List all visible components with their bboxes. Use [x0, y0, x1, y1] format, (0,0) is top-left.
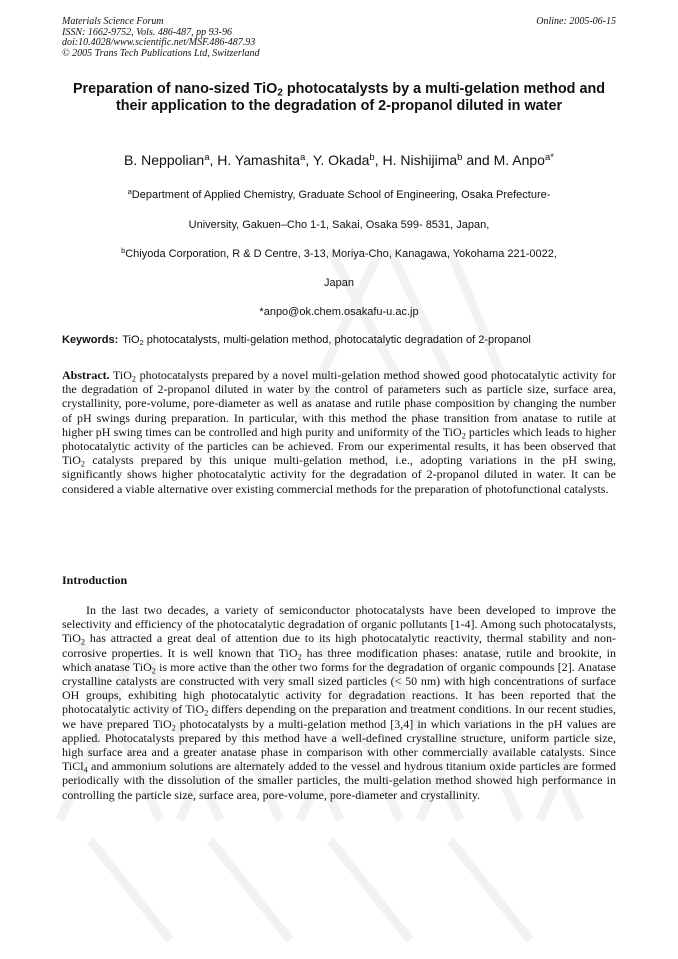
keywords: Keywords: TiO$_2$ photocatalysts, multi-gelation method, photocatalytic degradation of 2-propanol	[62, 334, 531, 348]
author-affiliation-mark: a	[300, 151, 306, 163]
author-name: , H. Yamashita	[209, 152, 301, 168]
author-name: , H. Nishijima	[374, 152, 458, 168]
abstract: Abstract. TiO$_2$ photocatalysts prepared by a novel multi-gelation method showed good photocatalytic activity for the degradation of 2-propanol diluted in water by the control of parameters such as particle size, surface area, crystallinity, pore-volume, pore-diameter as well as anatase and rutile phase composition by changing the number of pH swings during preparation. In particular, with this method the phase transition from anatase to rutile at higher pH swing times can be controlled and high purity and uniformity of the TiO$_2$ particles which leads to higher photocatalytic activity of the particles can be achieved. From our experimental results, it has been observed that TiO$_2$ catalysts prepared by this unique multi-gelation method, i.e., adopting variations in the pH swing, significantly shows higher photocatalytic activity for the degradation of 2-propanol diluted in water. It can be considered a viable alternative over existing commercial methods for the preparation of photofunctional catalysts.	[62, 368, 617, 496]
subscript: 2	[171, 722, 176, 732]
author-affiliation-mark: b	[457, 151, 463, 163]
author-name: and M. Anpo	[462, 152, 545, 168]
subscript: 2	[297, 651, 302, 661]
title-part: photocatalysts by a multi-gelation method and their application to the degradation of 2-propanol diluted in water	[115, 81, 606, 114]
author-affiliation-mark: a*	[544, 151, 554, 163]
affiliation-mark: a	[127, 186, 132, 196]
online-date: Online: 2005-06-15	[536, 16, 616, 27]
affiliation-a-line1: $^a$Department of Applied Chemistry, Graduate School of Engineering, Osaka Prefecture-	[127, 186, 551, 201]
subscript: 2	[461, 431, 466, 441]
affiliation-a-line2: University, Gakuen–Cho 1-1, Sakai, Osaka 599- 8531, Japan,	[188, 219, 490, 231]
section-heading-introduction: Introduction	[62, 573, 128, 587]
author-list	[62, 152, 616, 168]
abstract-label: Abstract.	[62, 368, 110, 382]
keywords-label: Keywords:	[62, 334, 119, 346]
affiliation-b-line1: $^b$Chiyoda Corporation, R & D Centre, 3-13, Moriya-Cho, Kanagawa, Yokohama 221-0022,	[121, 245, 557, 260]
subscript: 2	[80, 637, 85, 647]
affiliation-b-line2: Japan	[324, 277, 354, 289]
title-part: Preparation of nano-sized TiO	[72, 81, 278, 97]
journal-name: Materials Science Forum	[62, 16, 164, 27]
subscript: 2	[277, 87, 283, 99]
subscript: 2	[131, 374, 136, 384]
subscript: 2	[151, 666, 156, 676]
subscript: 2	[80, 459, 85, 469]
affiliation-mark: b	[121, 245, 126, 255]
author-affiliation-mark: b	[369, 151, 375, 163]
subscript: 4	[83, 765, 88, 775]
subscript: 2	[139, 338, 144, 348]
subscript: 2	[204, 708, 209, 718]
copyright-line: © 2005 Trans Tech Publications Ltd, Switzerland	[62, 47, 260, 59]
issn-line: ISSN: 1662-9752, Vols. 486-487, pp 93-96	[62, 26, 232, 38]
author-name: B. Neppolian	[124, 152, 205, 168]
paper-title	[62, 81, 616, 115]
corresponding-email[interactable]: *anpo@ok.chem.osakafu-u.ac.jp	[259, 306, 419, 318]
author-affiliation-mark: a	[204, 151, 210, 163]
journal-header	[62, 17, 382, 59]
introduction-paragraph: In the last two decades, a variety of semiconductor photocatalysts have been developed to improve the selectivity and efficiency of the photocatalytic degradation of organic pollutants [1-4]. Among such photocatalysts, TiO$_2$ has attracted a great deal of attention due to its high photocatalytic reactivity, thermal stability and non-corrosive properties. It is well known that TiO$_2$ has three modification phases: anatase, rutile and brookite, in which anatase TiO$_2$ is more active than the other two forms for the degradation of organic compounds [2]. Anatase crystalline catalysts are constructed with very small sized particles (< 50 nm) with high concentrations of surface OH groups, exhibiting high photocatalytic activity for degradation reactions. It has been reported that the photocatalytic activity of TiO$_2$ differs depending on the preparation and treatment conditions. In our recent studies, we have prepared TiO$_2$ photocatalysts by a multi-gelation method [3,4] in which variations in the pH values are applied. Photocatalysts prepared by this method have a well-defined crystalline structure, uniform particle size, high surface area and a greater anatase phase in comparison with other commercially available catalysts. Since TiCl$_4$ and ammonium solutions are alternately added to the vessel and hydrous titanium oxide particles are formed periodically with the dissolution of the smaller particles, the multi-gelation method showed high performance in controlling the particle size, surface area, pore-volume, pore-diameter and crystallinity.	[62, 603, 617, 802]
author-name: , Y. Okada	[305, 152, 370, 168]
doi-line[interactable]: doi:10.4028/www.scientific.net/MSF.486-487.93	[62, 37, 256, 49]
